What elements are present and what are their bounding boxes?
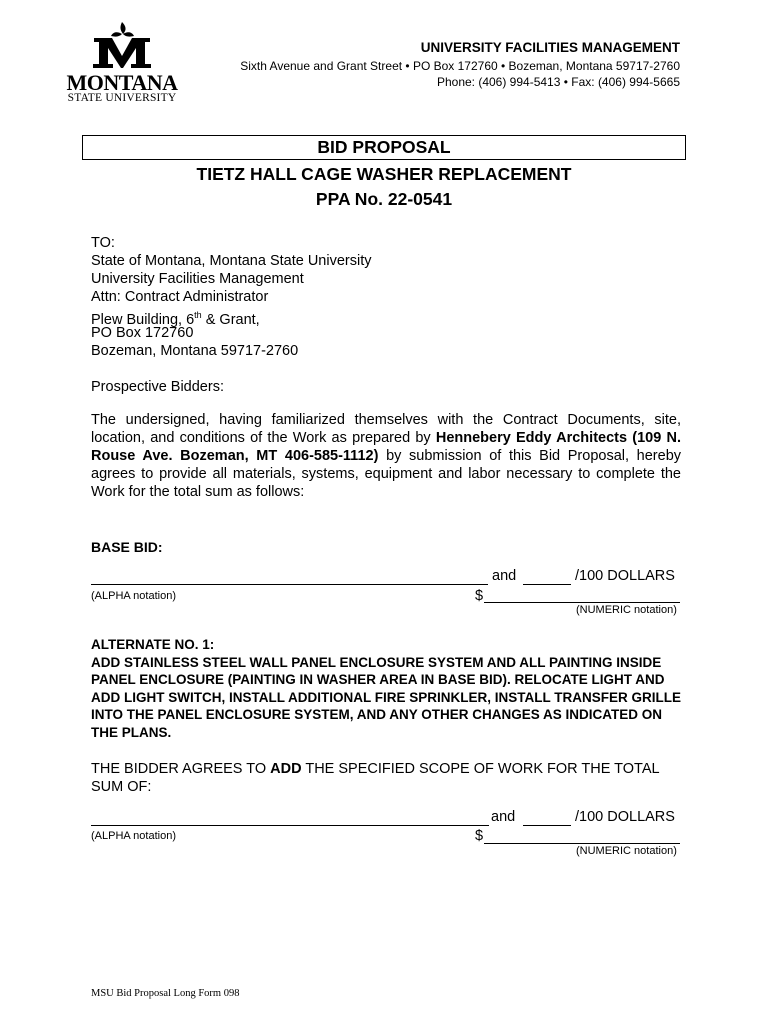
base-bid-cents-line[interactable] [523,584,571,585]
base-bid-dollars: /100 DOLLARS [575,568,675,584]
header-phone: Phone: (406) 994-5413 • Fax: (406) 994-5665 [436,75,680,89]
agree-statement: THE BIDDER AGREES TO ADD THE SPECIFIED SCOPE OF WORK FOR THE TOTAL SUM OF: [91,761,660,795]
base-bid-alpha-note: (ALPHA notation) [91,590,176,602]
to-label: TO: [91,235,115,251]
project-title: TIETZ HALL CAGE WASHER REPLACEMENT [196,164,572,184]
alt-bid-alpha-note: (ALPHA notation) [91,830,176,842]
alternate-block [91,636,681,741]
alt-bid-dollar-sign: $ [475,828,484,844]
alt-bid-numeric-line[interactable] [484,843,680,844]
base-bid-numeric-note: (NUMERIC notation) [576,604,677,616]
header-title: UNIVERSITY FACILITIES MANAGEMENT [420,40,680,55]
alt-bid-alpha-line[interactable] [91,825,489,826]
header-address: Sixth Avenue and Grant Street • PO Box 172760 • Bozeman, Montana 59717-2760 [240,59,680,73]
alt-bid-numeric-note: (NUMERIC notation) [576,845,677,857]
base-bid-and: and [492,568,517,584]
base-bid-alpha-line[interactable] [91,584,488,585]
footer-form-id: MSU Bid Proposal Long Form 098 [91,988,240,999]
ppa-number: PPA No. 22-0541 [315,189,453,209]
base-bid-numeric-line[interactable] [484,602,680,603]
address-line-3: Attn: Contract Administrator [91,289,269,305]
msu-m-emblem-icon [90,20,154,70]
base-bid-label: BASE BID: [91,539,163,555]
salutation: Prospective Bidders: [91,379,224,395]
base-bid-dollar-sign: $ [475,588,484,604]
alt-bid-cents-line[interactable] [523,825,571,826]
address-line-1: State of Montana, Montana State University [91,253,372,269]
alternate-heading: ALTERNATE NO. 1: [91,637,215,652]
intro-paragraph: The undersigned, having familiarized themselves with the Contract Documents, site, location, and conditions of the Work as prepared by Hennebery Eddy Architects (109 N. Rouse Ave. Bozeman, MT 406-585-1112) by submission of this Bid Proposal, hereby agrees to provide all materials, systems, equipment and labor necessary to complete the Work for the total sum as follows: [91,412,682,500]
address-line-6: Bozeman, Montana 59717-2760 [91,343,299,359]
document-title: BID PROPOSAL [317,137,451,157]
logo-wordmark: MONTANA [66,70,178,95]
logo-subtitle: STATE UNIVERSITY [67,92,177,104]
address-line-4: Plew Building, 6th & Grant, [91,310,260,328]
alt-bid-and: and [491,809,516,825]
alternate-text: ADD STAINLESS STEEL WALL PANEL ENCLOSURE SYSTEM AND ALL PAINTING INSIDE PANEL ENCLOSURE (PAINTING IN WASHER AREA IN BASE BID). RELOCATE LIGHT AND ADD LIGHT SWITCH, INSTALL ADDITIONAL FIRE SPRINKLER, INSTALL TRANSFER GRILLE INTO THE PANEL ENCLOSURE SYSTEM, AND ANY OTHER CHANGES AS INDICATED ON THE PLANS. [91,654,681,740]
address-line-5: PO Box 172760 [91,325,194,341]
address-line-2: University Facilities Management [91,271,304,287]
msu-logo [62,20,182,104]
alt-bid-dollars: /100 DOLLARS [575,809,675,825]
